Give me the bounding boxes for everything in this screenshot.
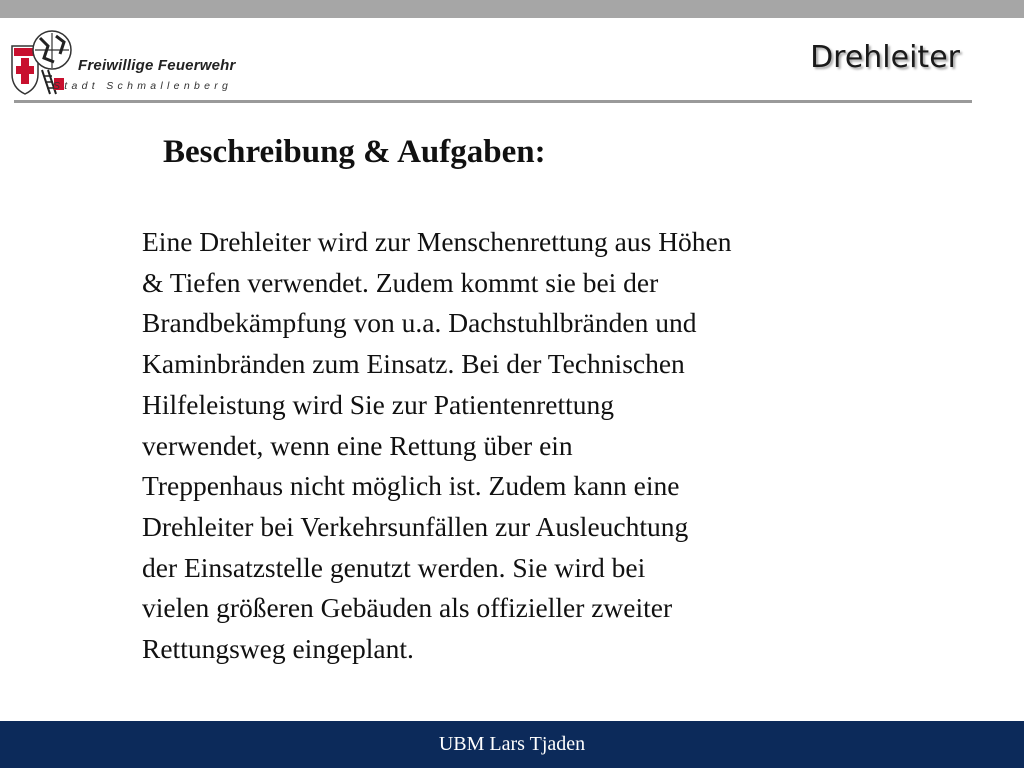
body-line: & Tiefen verwendet. Zudem kommt sie bei der (142, 266, 659, 298)
body-line: Rettungsweg eingeplant. (142, 633, 414, 665)
org-subtitle: Stadt Schmallenberg (53, 80, 233, 92)
fire-department-logo (10, 28, 250, 98)
body-line: der Einsatzstelle genutzt werden. Sie wird bei (142, 551, 646, 583)
body-line: Brandbekämpfung von u.a. Dachstuhlbränden und (142, 307, 697, 339)
body-line: Treppenhaus nicht möglich ist. Zudem kann eine (142, 470, 680, 502)
body-line: vielen größeren Gebäuden als offizieller zweiter (142, 592, 673, 624)
footer-bar (0, 721, 1024, 768)
slide-title: Drehleiter (810, 40, 960, 75)
section-heading: Beschreibung & Aufgaben: (163, 134, 546, 170)
header-divider (14, 100, 972, 103)
footer-author: UBM Lars Tjaden (438, 733, 586, 755)
body-line: Kaminbränden zum Einsatz. Bei der Technischen (142, 348, 685, 380)
body-paragraph (142, 222, 973, 670)
body-line: verwendet, wenn eine Rettung über ein (142, 429, 573, 461)
top-bar (0, 0, 1024, 18)
body-line: Eine Drehleiter wird zur Menschenrettung aus Höhen (142, 226, 732, 257)
body-line: Drehleiter bei Verkehrsunfällen zur Ausleuchtung (142, 510, 689, 542)
org-name: Freiwillige Feuerwehr (78, 57, 236, 74)
body-line: Hilfeleistung wird Sie zur Patientenrettung (142, 388, 614, 420)
